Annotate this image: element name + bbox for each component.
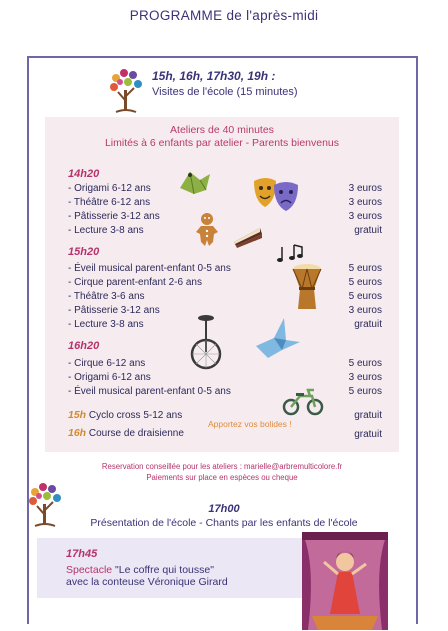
extra-time: 15h bbox=[68, 409, 87, 421]
slot-time-1620: 16h20 bbox=[68, 340, 100, 352]
performer-icon bbox=[302, 532, 388, 630]
show-info bbox=[66, 564, 228, 588]
workshop-item: - Cirque parent-enfant 2-6 ans bbox=[68, 277, 202, 288]
workshop-price: 5 euros bbox=[348, 263, 382, 274]
show-title: "Le coffre qui tousse" bbox=[112, 564, 214, 576]
workshops-header bbox=[45, 124, 399, 150]
workshop-price: 5 euros bbox=[348, 291, 382, 302]
workshop-item: - Éveil musical parent-enfant 0-5 ans bbox=[68, 263, 231, 274]
extra-price: gratuit bbox=[354, 410, 382, 421]
workshop-item: - Théâtre 6-12 ans bbox=[68, 197, 151, 208]
gingerbread-icon bbox=[194, 212, 220, 248]
frog-origami-icon bbox=[176, 166, 214, 196]
cake-slice-icon bbox=[232, 224, 264, 248]
workshop-item: - Origami 6-12 ans bbox=[68, 183, 151, 194]
origami-bird-icon bbox=[254, 316, 302, 360]
unicycle-icon bbox=[188, 314, 224, 370]
show-time: 17h45 bbox=[66, 548, 98, 560]
workshop-price: 3 euros bbox=[348, 372, 382, 383]
workshop-item: - Cirque 6-12 ans bbox=[68, 358, 146, 369]
visits-text: Visites de l'école (15 minutes) bbox=[152, 86, 298, 98]
tree-logo-icon bbox=[106, 66, 146, 114]
workshop-price: 5 euros bbox=[348, 386, 382, 397]
workshops-header-line1: Ateliers de 40 minutes bbox=[170, 124, 274, 136]
show-label: Spectacle bbox=[66, 564, 113, 576]
slot-time-1420: 14h20 bbox=[68, 168, 100, 180]
extra-item-cyclo bbox=[68, 409, 182, 421]
balance-bike-icon bbox=[282, 388, 324, 416]
workshop-price: 5 euros bbox=[348, 358, 382, 369]
workshop-item: - Lecture 3-8 ans bbox=[68, 225, 144, 236]
booking-line2: Paiements sur place en espèces ou cheque bbox=[146, 473, 298, 482]
extra-price: gratuit bbox=[354, 429, 382, 440]
workshop-price: gratuit bbox=[354, 319, 382, 330]
workshop-item: - Origami 6-12 ans bbox=[68, 372, 151, 383]
workshop-item: - Pâtisserie 3-12 ans bbox=[68, 305, 160, 316]
presentation-time: 17h00 bbox=[208, 503, 240, 515]
workshop-item: - Pâtisserie 3-12 ans bbox=[68, 211, 160, 222]
extra-time: 16h bbox=[68, 427, 87, 439]
workshop-price: 3 euros bbox=[348, 197, 382, 208]
workshop-item: - Lecture 3-8 ans bbox=[68, 319, 144, 330]
presentation-text: Présentation de l'école - Chants par les enfants de l'école bbox=[90, 517, 358, 529]
workshop-price: 5 euros bbox=[348, 277, 382, 288]
workshop-price: 3 euros bbox=[348, 183, 382, 194]
page-title: PROGRAMME de l'après-midi bbox=[129, 8, 319, 23]
visits-times: 15h, 16h, 17h30, 19h : bbox=[152, 69, 276, 83]
theatre-masks-icon bbox=[250, 175, 302, 213]
bring-bikes-note: Apportez vos bolides ! bbox=[208, 419, 292, 429]
workshop-price: 3 euros bbox=[348, 305, 382, 316]
workshop-price: 3 euros bbox=[348, 211, 382, 222]
workshop-price: gratuit bbox=[354, 225, 382, 236]
extra-label: Cyclo cross 5-12 ans bbox=[88, 410, 183, 421]
extra-item-draisienne bbox=[68, 427, 184, 439]
workshop-item: - Éveil musical parent-enfant 0-5 ans bbox=[68, 386, 231, 397]
show-storyteller: avec la conteuse Véronique Girard bbox=[66, 576, 228, 588]
extra-label: Course de draisienne bbox=[88, 428, 184, 439]
booking-line1: Reservation conseillée pour les ateliers : marielle@arbremulticolore.fr bbox=[101, 462, 343, 471]
workshops-header-line2: Limités à 6 enfants par atelier - Parents bienvenus bbox=[104, 137, 340, 149]
djembe-icon bbox=[290, 263, 324, 311]
slot-time-1520: 15h20 bbox=[68, 246, 100, 258]
booking-info bbox=[45, 461, 399, 483]
workshop-item: - Théâtre 3-6 ans bbox=[68, 291, 145, 302]
